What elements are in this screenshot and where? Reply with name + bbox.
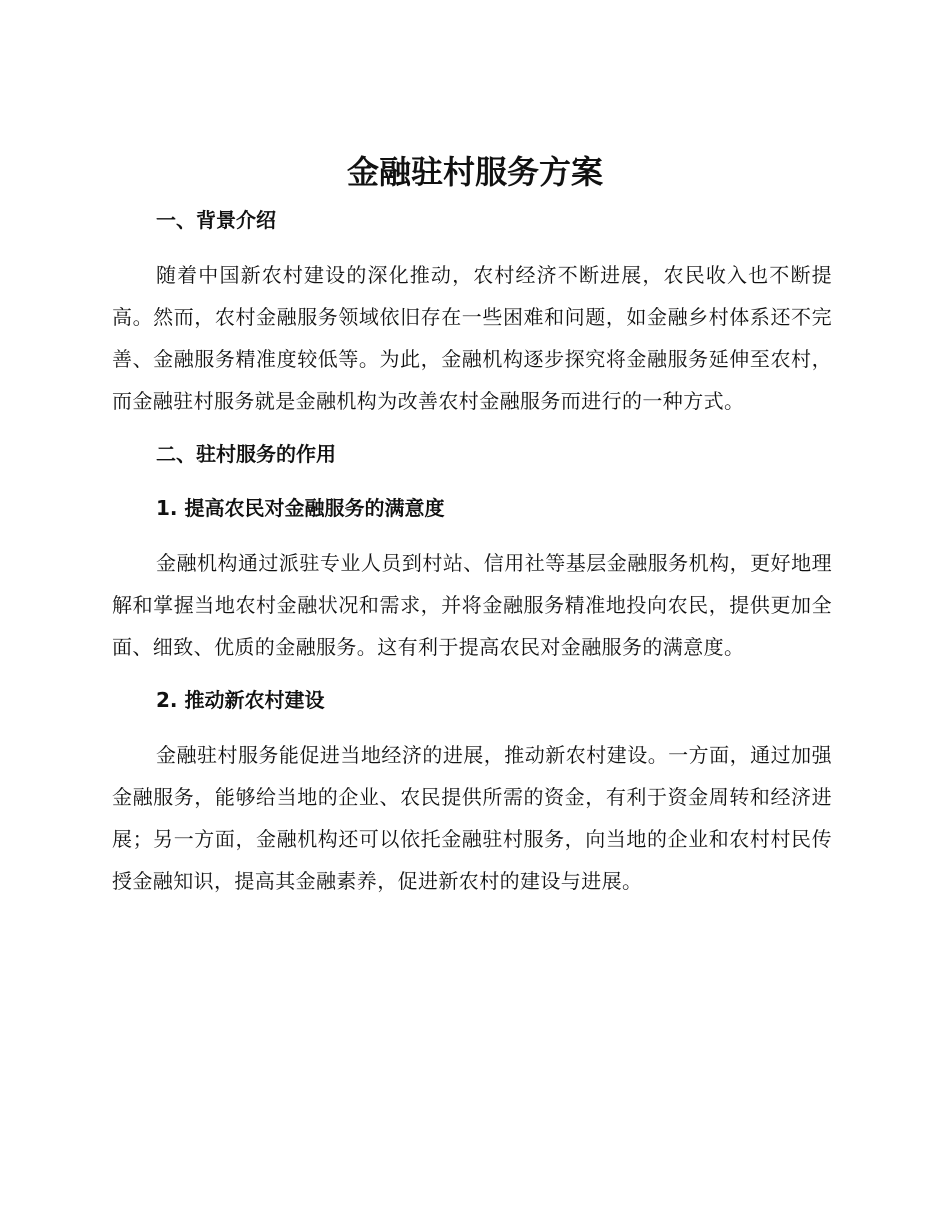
subsection-paragraph: 金融机构通过派驻专业人员到村站、信用社等基层金融服务机构，更好地理解和掌握当地农村金融状况和需求，并将金融服务精准地投向农民，提供更加全面、细致、优质的金融服务。这有利于提高农民对金融服务的满意度。 [112, 551, 832, 659]
section-heading: 二、驻村服务的作用 [156, 442, 336, 466]
subsection-heading: 2. 推动新农村建设 [156, 688, 325, 712]
section-background [112, 200, 832, 422]
document-body [112, 200, 832, 902]
section-paragraph: 随着中国新农村建设的深化推动，农村经济不断进展，农民收入也不断提高。然而，农村金融服务领域依旧存在一些困难和问题，如金融乡村体系还不完善、金融服务精准度较低等。为此，金融机构逐步探究将金融服务延伸至农村，而金融驻村服务就是金融机构为改善农村金融服务而进行的一种方式。 [112, 263, 832, 413]
section-heading: 一、背景介绍 [156, 208, 276, 232]
subsection-satisfaction [112, 488, 832, 668]
subsection-heading: 1. 提高农民对金融服务的满意度 [156, 496, 445, 520]
section-role-of-village-service [112, 434, 832, 902]
subsection-new-rural-construction [112, 680, 832, 902]
document-title: 金融驻村服务方案 [346, 153, 603, 191]
subsection-paragraph: 金融驻村服务能促进当地经济的进展，推动新农村建设。一方面，通过加强金融服务，能够给当地的企业、农民提供所需的资金，有利于资金周转和经济进展；另一方面，金融机构还可以依托金融驻村服务，向当地的企业和农村村民传授金融知识，提高其金融素养，促进新农村的建设与进展。 [112, 743, 832, 893]
